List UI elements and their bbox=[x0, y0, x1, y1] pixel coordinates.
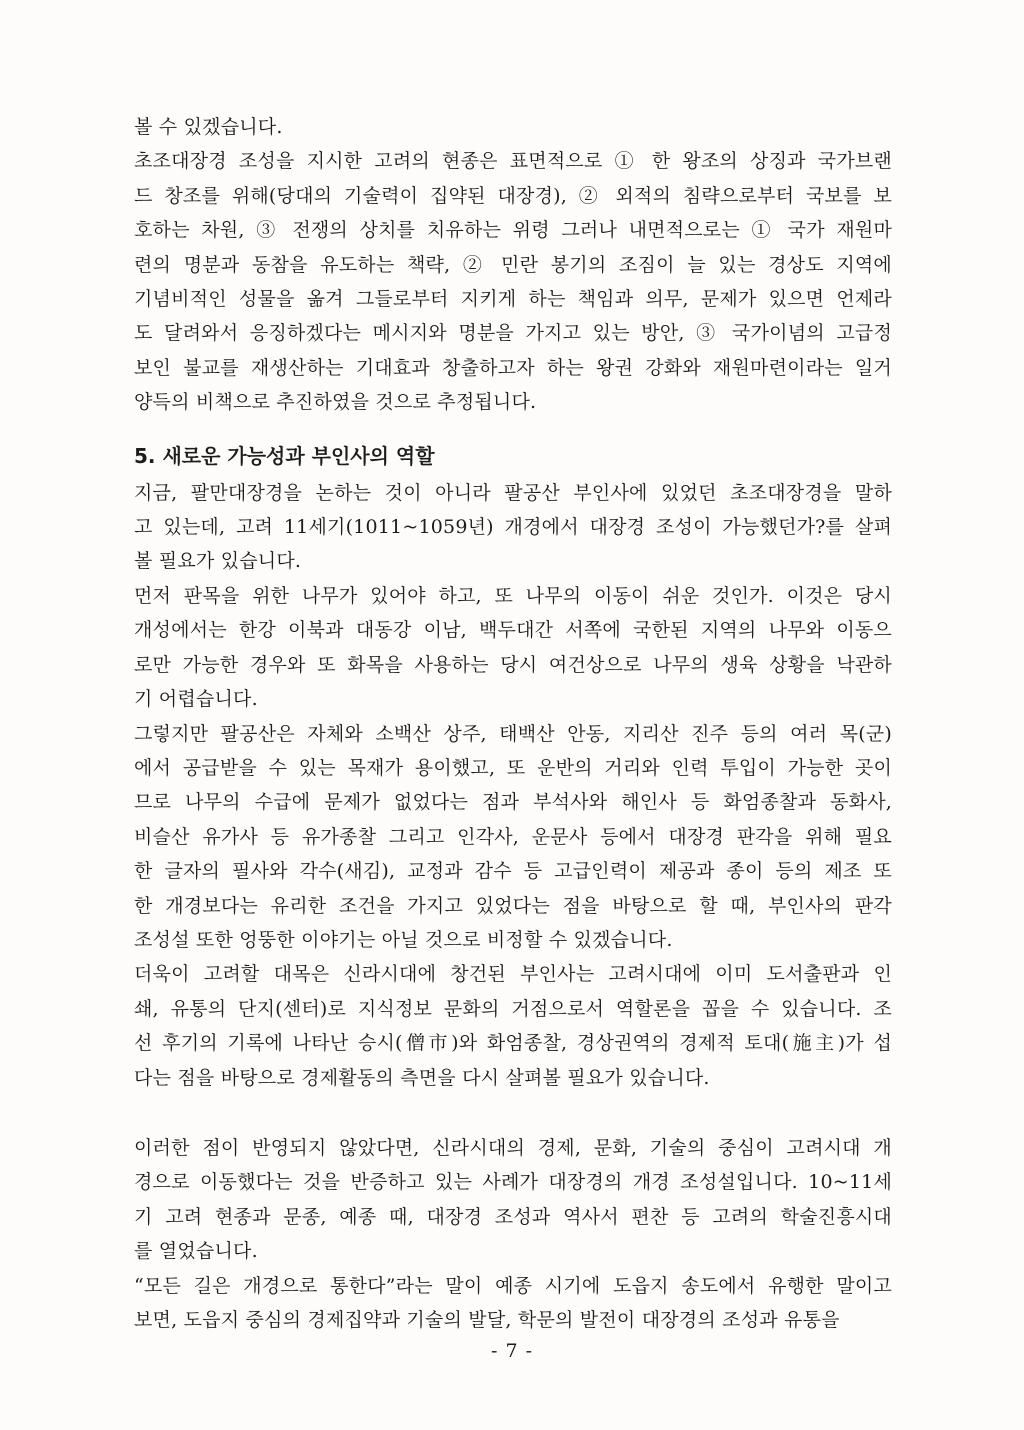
text-line: 드 창조를 위해(당대의 기술력이 집약된 대장경), ② 외적의 침략으로부터 국보를 보 bbox=[134, 184, 892, 207]
text-line: 양득의 비책으로 추진하였을 것으로 추정됩니다. bbox=[134, 391, 537, 414]
paragraphs-before bbox=[134, 110, 892, 420]
text-line: 비슬산 유가사 등 유가종찰 그리고 인각사, 운문사 등에서 대장경 판각을 위해 필요 bbox=[134, 825, 892, 848]
text-line: 경으로 이동했다는 것을 반증하고 있는 사례가 대장경의 개경 조성설입니다. 10~11세 bbox=[134, 1171, 892, 1194]
text-line: “모든 길은 개경으로 통한다”라는 말이 예종 시기에 도읍지 송도에서 유행한 말이고 bbox=[134, 1274, 892, 1297]
text-line: 기 고려 현종과 문종, 예종 때, 대장경 조성과 역사서 편찬 등 고려의 학술진흥시대 bbox=[134, 1205, 892, 1228]
text-line: 로만 가능한 경우와 또 화목을 사용하는 당시 여건상으로 나무의 생육 상황을 낙관하 bbox=[134, 653, 892, 676]
paragraphs-final bbox=[134, 1131, 892, 1337]
text-line: 련의 명분과 동참을 유도하는 책략, ② 민란 봉기의 조짐이 늘 있는 경상도 지역에 bbox=[134, 253, 892, 276]
text-line: 다는 점을 바탕으로 경제활동의 측면을 다시 살펴볼 필요가 있습니다. bbox=[134, 1066, 710, 1089]
document-page bbox=[134, 110, 892, 1337]
text-line: 선 후기의 기록에 나타난 승시(僧市)와 화엄종찰, 경상권역의 경제적 토대(施主)가 섭 bbox=[134, 1032, 892, 1055]
text-line: 기 어렵습니다. bbox=[134, 688, 258, 711]
text-line: 쇄, 유통의 단지(센터)로 지식정보 문화의 거점으로서 역할론을 꼽을 수 있습니다. 조 bbox=[134, 997, 892, 1020]
text-line: 보인 불교를 재생산하는 기대효과 창출하고자 하는 왕권 강화와 재원마련이라는 일거 bbox=[134, 356, 892, 379]
text-line: 그렇지만 팔공산은 자체와 소백산 상주, 태백산 안동, 지리산 진주 등의 여러 목(군) bbox=[134, 722, 892, 745]
text-line: 므로 나무의 수급에 문제가 없었다는 점과 부석사와 해인사 등 화엄종찰과 동화사, bbox=[134, 791, 892, 814]
paragraphs-after bbox=[134, 476, 892, 1095]
text-line: 지금, 팔만대장경을 논하는 것이 아니라 팔공산 부인사에 있었던 초조대장경을 말하 bbox=[134, 481, 892, 504]
section-heading: 5. 새로운 가능성과 부인사의 역할 bbox=[134, 443, 435, 468]
text-line: 한 개경보다는 유리한 조건을 가지고 있었다는 점을 바탕으로 할 때, 부인사의 판각 bbox=[134, 894, 892, 917]
text-line: 볼 필요가 있습니다. bbox=[134, 550, 302, 573]
text-line: 한 글자의 필사와 각수(새김), 교정과 감수 등 고급인력이 제공과 종이 등의 제조 또 bbox=[134, 860, 892, 883]
text-line: 초조대장경 조성을 지시한 고려의 현종은 표면적으로 ① 한 왕조의 상징과 국가브랜 bbox=[134, 150, 892, 173]
text-line: 를 열었습니다. bbox=[134, 1240, 258, 1263]
text-line: 에서 공급받을 수 있는 목재가 용이했고, 또 운반의 거리와 인력 투입이 가능한 곳이 bbox=[134, 756, 892, 779]
paragraph-gap bbox=[134, 1095, 892, 1131]
page-number: - 7 - bbox=[490, 1340, 533, 1362]
text-line: 먼저 판목을 위한 나무가 있어야 하고, 또 나무의 이동이 쉬운 것인가. 이것은 당시 bbox=[134, 584, 892, 607]
text-line: 개성에서는 한강 이북과 대동강 이남, 백두대간 서쪽에 국한된 지역의 나무와 이동으 bbox=[134, 619, 892, 642]
text-line: 고 있는데, 고려 11세기(1011~1059년) 개경에서 대장경 조성이 가능했던가?를 살펴 bbox=[134, 516, 892, 539]
text-line: 조성설 또한 엉뚱한 이야기는 아닐 것으로 비정할 수 있겠습니다. bbox=[134, 928, 673, 951]
text-line: 더욱이 고려할 대목은 신라시대에 창건된 부인사는 고려시대에 이미 도서출판과 인 bbox=[134, 963, 892, 986]
text-line: 도 달려와서 응징하겠다는 메시지와 명분을 가지고 있는 방안, ③ 국가이념의 고급정 bbox=[134, 322, 892, 345]
text-line: 기념비적인 성물을 옮겨 그들로부터 지키게 하는 책임과 의무, 문제가 있으면 언제라 bbox=[134, 288, 892, 311]
text-line: 호하는 차원, ③ 전쟁의 상치를 치유하는 위령 그러나 내면적으로는 ① 국가 재원마 bbox=[134, 219, 892, 242]
text-line: 이러한 점이 반영되지 않았다면, 신라시대의 경제, 문화, 기술의 중심이 고려시대 개 bbox=[134, 1136, 892, 1159]
text-line: 볼 수 있겠습니다. bbox=[134, 116, 283, 138]
text-line: 보면, 도읍지 중심의 경제집약과 기술의 발달, 학문의 발전이 대장경의 조성과 유통을 bbox=[134, 1309, 840, 1331]
